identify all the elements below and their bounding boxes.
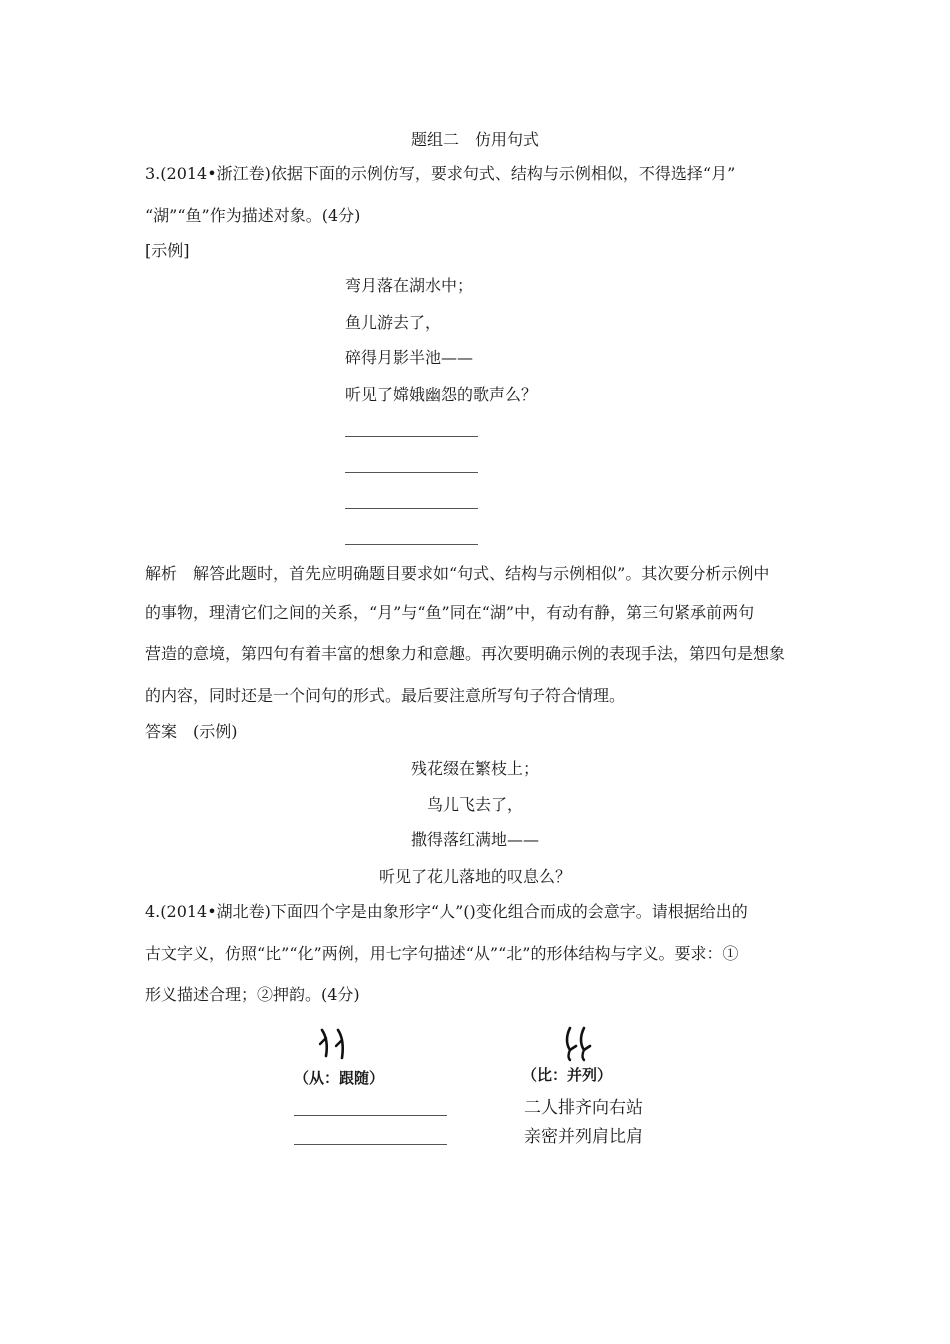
analysis-line-2: 的事物，理清它们之间的关系，“月”与“鱼”同在“湖”中，有动有静，第三句紧承前两句 <box>145 603 755 622</box>
bi-description-line-2: 亲密并列肩比肩 <box>524 1127 643 1147</box>
example-line-4: 听见了嫦娥幽怨的歌声么？ <box>345 385 538 404</box>
example-line-3: 碎得月影半池—— <box>345 348 474 367</box>
question-4-stem-line-1: 4.(2014•湖北卷)下面四个字是由象形字“人”()变化组合而成的会意字。请根据给出的 <box>145 902 748 921</box>
cong-answer-blank-1[interactable] <box>294 1115 447 1116</box>
answer-line-3: 撒得落红满地—— <box>410 830 539 849</box>
question-4-stem-line-2: 古文字义，仿照“比”“化”两例，用七字句描述“从”“北”的形体结构与字义。要求：① <box>145 944 739 963</box>
ancient-bi-glyph <box>560 1024 600 1064</box>
section-title: 题组二 仿用句式 <box>410 130 539 149</box>
ancient-cong-glyph <box>314 1024 354 1064</box>
answer-line-2: 鸟儿飞去了， <box>426 795 523 814</box>
example-line-1: 弯月落在湖水中； <box>345 276 474 295</box>
analysis-line-3: 营造的意境，第四句有着丰富的想象力和意趣。再次要明确示例的表现手法，第四句是想象 <box>145 644 786 663</box>
analysis-line-1: 解析 解答此题时，首先应明确题目要求如“句式、结构与示例相似”。其次要分析示例中 <box>145 564 770 583</box>
answer-line-1: 残花缀在繁枝上； <box>410 759 539 778</box>
question-3-stem-line-1: 3.(2014•浙江卷)依据下面的示例仿写，要求句式、结构与示例相似，不得选择“月” <box>145 164 736 183</box>
analysis-line-4: 的内容，同时还是一个问句的形式。最后要注意所写句子符合情理。 <box>145 686 626 705</box>
bi-description-line-1: 二人排齐向右站 <box>524 1098 643 1118</box>
example-label: [示例] <box>145 241 190 260</box>
question-3-stem-line-2: “湖”“鱼”作为描述对象。(4分) <box>145 206 361 225</box>
example-line-2: 鱼儿游去了， <box>345 313 442 332</box>
question-4-stem-line-3: 形义描述合理；②押韵。(4分) <box>145 985 360 1004</box>
left-caption: （从：跟随） <box>294 1069 385 1087</box>
answer-blank-line-3[interactable] <box>345 508 478 509</box>
answer-blank-line-1[interactable] <box>345 436 478 437</box>
answer-line-4: 听见了花儿落地的叹息么？ <box>378 867 571 886</box>
answer-blank-line-4[interactable] <box>345 544 478 545</box>
answer-blank-line-2[interactable] <box>345 472 478 473</box>
right-caption: （比：并列） <box>522 1066 613 1084</box>
cong-answer-blank-2[interactable] <box>294 1144 447 1145</box>
answer-label: 答案 (示例) <box>145 722 238 741</box>
